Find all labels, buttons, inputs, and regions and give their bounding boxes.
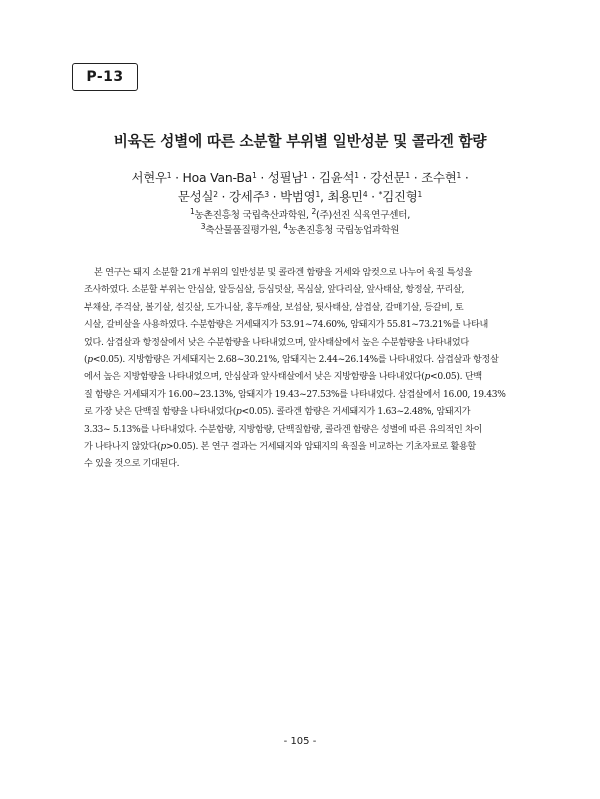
abstract-line: 수 있을 것으로 기대된다. bbox=[84, 459, 180, 470]
abstract-line: 본 연구는 돼지 소분할 21개 부위의 일반성분 및 콜라겐 함량을 거세와 암컷으로 나누어 육질 특성을 bbox=[94, 268, 473, 278]
author-separator: · bbox=[367, 189, 379, 204]
author-separator: · bbox=[256, 170, 268, 185]
author-list bbox=[0, 168, 600, 206]
affiliation-line-1 bbox=[0, 209, 600, 224]
author-separator: · bbox=[307, 170, 319, 185]
author-name: 서현우 bbox=[131, 170, 167, 185]
author-separator: · bbox=[217, 189, 230, 204]
affiliation-marker: 1 bbox=[315, 190, 321, 199]
author-name: 강세주 bbox=[229, 189, 265, 204]
author-name: 김진형 bbox=[382, 189, 418, 204]
author-name: 강선문 bbox=[370, 170, 406, 185]
abstract-line: 시살, 갈비살을 사용하였다. 수분함량은 거세돼지가 53.91~74.60%, 암돼지가 55.81~73.21%를 나타내 bbox=[84, 320, 489, 331]
affiliation-marker: 1 bbox=[189, 207, 195, 216]
affiliation-text: 농촌진흥청 국립축산과학원, bbox=[194, 210, 312, 221]
author-name: 박범영 bbox=[280, 189, 316, 204]
abstract-line: 가 나타나지 않았다(p>0.05). 본 연구 결과는 거세돼지와 암돼지의 육질을 비교하는 기초자료로 활용할 bbox=[84, 442, 476, 453]
affiliation-marker: 1 bbox=[417, 190, 423, 199]
affiliation-text: 농촌진흥청 국립농업과학원 bbox=[287, 224, 400, 236]
affiliation-line-2 bbox=[0, 221, 600, 239]
author-name: Hoa Van-Ba bbox=[182, 170, 253, 185]
corresponding-mark: * bbox=[378, 190, 383, 199]
author-separator: · bbox=[268, 189, 281, 204]
abstract-line: 부채살, 주걱살, 볼기살, 설깃살, 도가니살, 홍두깨살, 보섭살, 뒷사태살, 삼겹살, 갈매기살, 등갈비, 토 bbox=[84, 302, 464, 313]
abstract-line: 조사하였다. 소분할 부위는 안심살, 알등심살, 등심덧살, 목심살, 앞다리살, 앞사태살, 항정살, 꾸리살, bbox=[84, 285, 465, 296]
affiliation-marker: 1 bbox=[456, 171, 462, 180]
abstract-line: 로 가장 낮은 단백질 함량을 나타내었다(p<0.05). 콜라겐 함량은 거세돼지가 1.63~2.48%, 암돼지가 bbox=[84, 407, 471, 418]
author-name: 문성실 bbox=[177, 189, 214, 204]
abstract-line: 에서 높은 지방함량을 나타내었으며, 안심살과 앞사태살에서 낮은 지방함량을 나타내었다(p<0.05). 단백 bbox=[84, 372, 482, 383]
paper-title: 비육돈 성별에 따른 소분할 부위별 일반성분 및 콜라겐 함량 bbox=[113, 133, 487, 150]
affiliation-marker: 1 bbox=[252, 171, 257, 180]
affiliation-marker: 1 bbox=[166, 171, 172, 180]
abstract-line: 3.33~ 5.13%를 나타내었다. 수분함량, 지방함량, 단백질함량, 콜라겐 함량은 성별에 따른 유의적인 차이 bbox=[84, 424, 483, 435]
affiliation-marker: 4 bbox=[283, 221, 288, 231]
author-separator: , bbox=[320, 189, 328, 204]
affiliation-text: (주)선진 식육연구센터, bbox=[315, 210, 411, 221]
author-separator: · bbox=[358, 170, 371, 185]
affiliation-marker: 4 bbox=[362, 190, 368, 199]
abstract-line: (p<0.05). 지방함량은 거세돼지는 2.68~30.21%, 암돼지는 2.44~26.14%를 나타내었다. 삼겹살과 항정살 bbox=[84, 355, 499, 366]
affiliations bbox=[0, 209, 600, 238]
author-separator: · bbox=[409, 170, 422, 185]
author-name: 조수현 bbox=[421, 170, 457, 185]
author-separator: · bbox=[171, 170, 183, 185]
abstract-line: 었다. 삼겹살과 항정살에서 낮은 수분함량을 나타내었으며, 앞사태살에서 높은 수분함량을 나타내었다 bbox=[84, 337, 469, 348]
affiliation-marker: 1 bbox=[354, 171, 359, 180]
affiliation-marker: 2 bbox=[311, 207, 316, 216]
affiliation-marker: 3 bbox=[200, 221, 206, 231]
affiliation-marker: 1 bbox=[303, 171, 308, 180]
author-name: 최용민 bbox=[327, 189, 363, 204]
affiliation-marker: 1 bbox=[405, 171, 410, 180]
author-name: 김윤석 bbox=[318, 170, 355, 185]
affiliation-marker: 2 bbox=[213, 190, 218, 199]
affiliation-marker: 3 bbox=[264, 190, 269, 199]
abstract-body bbox=[84, 265, 516, 474]
author-separator: · bbox=[461, 170, 469, 185]
poster-number-badge: P-13 bbox=[72, 63, 138, 91]
affiliation-text: 축산물품질평가원, bbox=[205, 224, 284, 236]
author-line-2 bbox=[0, 187, 600, 206]
author-line-1 bbox=[0, 168, 600, 187]
author-name: 성필남 bbox=[267, 170, 304, 185]
page-number: - 105 - bbox=[283, 736, 317, 747]
abstract-line: 질 함량은 거세돼지가 16.00~23.13%, 암돼지가 19.43~27.53%를 나타내었다. 삼겹살에서 16.00, 19.43% bbox=[84, 389, 506, 400]
